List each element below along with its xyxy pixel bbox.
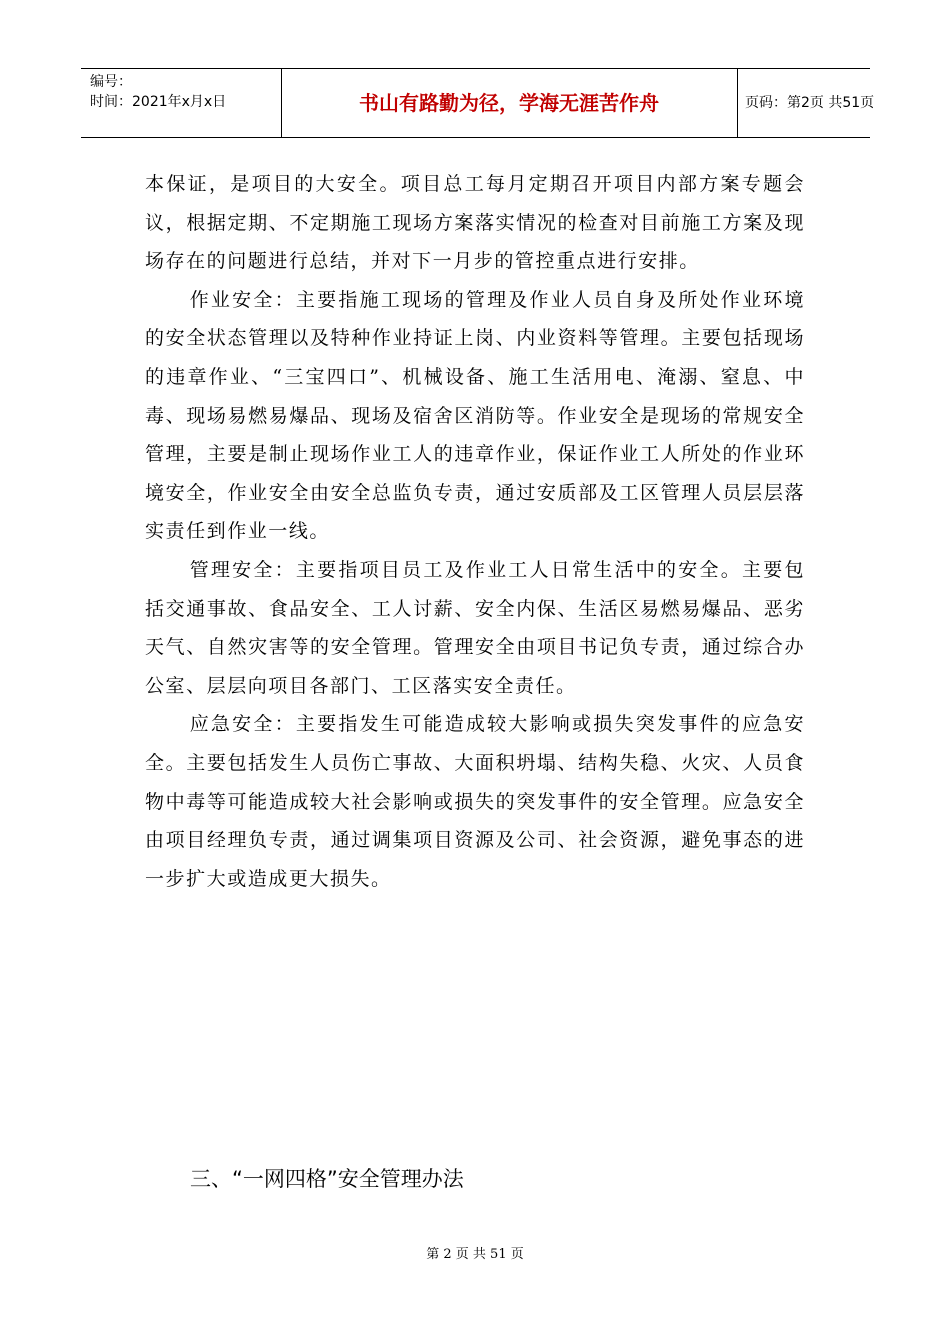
header-middle-cell [281, 69, 738, 137]
header-table [81, 68, 875, 138]
paragraph: 本保证，是项目的大安全。项目总工每月定期召开项目内部方案专题会议，根据定期、不定期施工现场方案落实情况的检查对目前施工方案及现场存在的问题进行总结，并对下一月步的管控重点进行安排。 [145, 173, 805, 273]
header-right-cell [737, 69, 875, 137]
paragraph: 应急安全：主要指发生可能造成较大影响或损失突发事件的应急安全。主要包括发生人员伤亡事故、大面积坍塌、结构失稳、火灾、人员食物中毒等可能造成较大社会影响或损失的突发事件的安全管理。应急安全由项目经理负专责，通过调集项目资源及公司、社会资源，避免事态的进一步扩大或造成更大损失。 [145, 713, 805, 890]
document-body [145, 165, 805, 898]
paragraph: 作业安全：主要指施工现场的管理及作业人员自身及所处作业环境的安全状态管理以及特种作业持证上岗、内业资料等管理。主要包括现场的违章作业、“三宝四口”、机械设备、施工生活用电、淹溺、窒息、中毒、现场易燃易爆品、现场及宿舍区消防等。作业安全是现场的常规安全管理，主要是制止现场作业工人的违章作业，保证作业工人所处的作业环境安全，作业安全由安全总监负专责，通过安质部及工区管理人员层层落实责任到作业一线。 [145, 288, 805, 543]
document-code-label: 编号： [90, 74, 132, 90]
page-info: 页码：第2页 共51页 [745, 95, 875, 111]
header-left-cell [81, 69, 282, 137]
header-motto: 书山有路勤为径，学海无涯苦作舟 [359, 91, 659, 115]
section-heading: 三、“一网四格”安全管理办法 [190, 1167, 464, 1191]
page-footer: 第 2 页 共 51 页 [426, 1247, 524, 1262]
document-date: 时间：2021年x月x日 [90, 94, 227, 110]
paragraph: 管理安全：主要指项目员工及作业工人日常生活中的安全。主要包括交通事故、食品安全、工人讨薪、安全内保、生活区易燃易爆品、恶劣天气、自然灾害等的安全管理。管理安全由项目书记负专责，通过综合办公室、层层向项目各部门、工区落实安全责任。 [145, 558, 805, 697]
